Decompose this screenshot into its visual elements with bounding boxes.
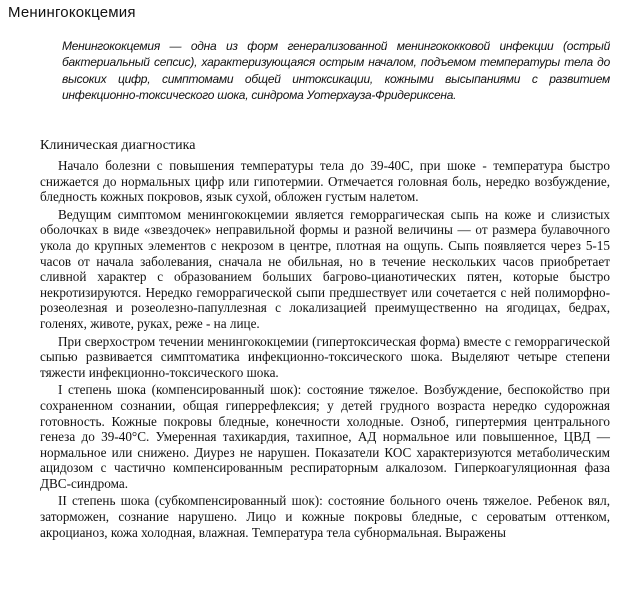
body-text	[40, 158, 610, 542]
paragraph-onset: Начало болезни с повышения температуры тела до 39-40С, при шоке - температура быстро снижается до нормальных цифр или гипотермии. Отмечается головная боль, нередко возбуждение, бледность кожных покровов, язык сухой, обложен густым налетом.	[40, 158, 610, 205]
section-heading: Клиническая диагностика	[40, 138, 196, 153]
definition-paragraph: Менингококцемия — одна из форм генерализованной менингококковой инфекции (острый бактериальный сепсис), характеризующаяся острым началом, подъемом температуры тела до высоких цифр, симптомами общей интоксикации, кожными высыпаниями с развитием инфекционно-токсического шока, синдрома Уотерхауза-Фридериксена.	[62, 39, 610, 103]
paragraph-hyperacute: При сверхостром течении менингококцемии (гипертоксическая форма) вместе с геморрагической сыпью развивается симптоматика инфекционно-токсического шока. Выделяют четыре степени тяжести инфекционно-токсического шока.	[40, 333, 610, 380]
paragraph-shock-stage-2: II степень шока (субкомпенсированный шок): состояние больного очень тяжелое. Ребенок вял, заторможен, сознание нарушено. Лицо и кожные покровы бледные, с сероватым оттенком, акроцианоз, кожа холодная, влажная. Температура тела субнормальная. Выражены	[40, 493, 610, 540]
paragraph-shock-stage-1: I степень шока (компенсированный шок): состояние тяжелое. Возбуждение, беспокойство при сохраненном сознании, общая гиперрефлексия; у детей грудного возраста нередко судорожная готовность. Кожные покровы бледные, конечности холодные. Озноб, гипертермия центрального генеза до 39-40°С. Умеренная тахикардия, тахипное, АД нормальное или повышенное, ЦВД — нормальное или снижено. Диурез не нарушен. Показатели КОС характеризуются метаболическим ацидозом с частично компенсированным респираторным алкалозом. Гиперкоагуляционная фаза ДВС-синдрома.	[40, 382, 610, 491]
paragraph-rash: Ведущим симптомом менингококцемии является геморрагическая сыпь на коже и слизистых оболочках в виде «звездочек» неправильной формы и разной величины — от размера булавочного укола до крупных элементов с некрозом в центре, плотная на ощупь. Сыпь появляется через 5-15 часов от начала заболевания, сначала не обильная, но в течение нескольких часов приобретает сливной характер с образованием больших багрово-цианотических пятен, которые быстро некротизируются. Нередко геморрагической сыпи предшествует или сочетается с ней полиморфно-розеолезная и розеолезно-папуллезная с локализацией преимущественно на ягодицах, бедрах, голенях, животе, руках, реже - на лице.	[40, 206, 610, 331]
document-title: Менингококцемия	[8, 4, 136, 21]
